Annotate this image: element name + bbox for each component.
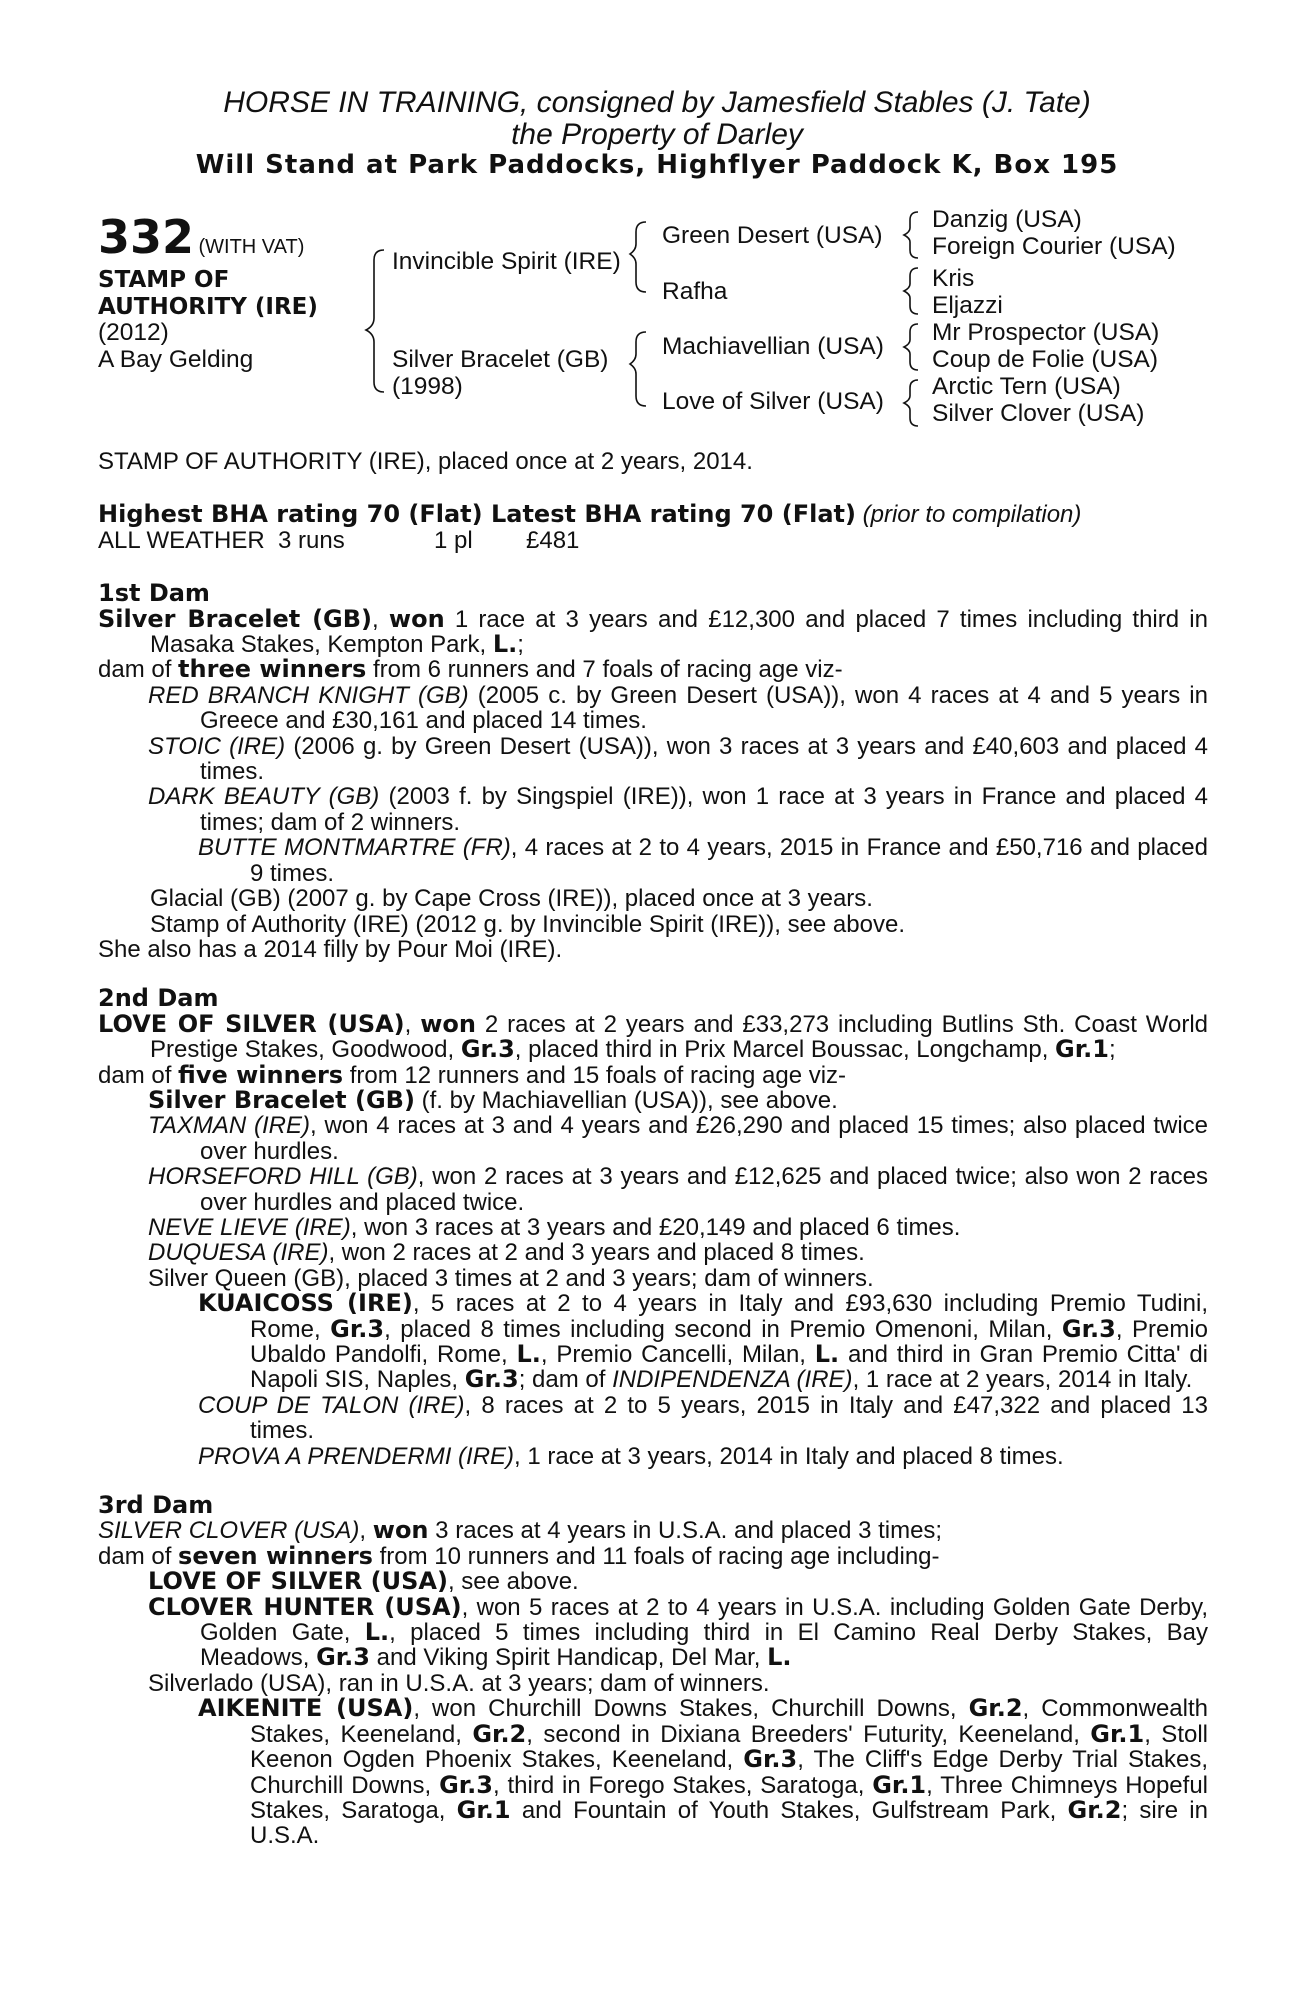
- horse-name-line1: STAMP OF: [98, 267, 230, 293]
- sire-sire: Green Desert (USA): [662, 222, 883, 249]
- stand-location-line: Will Stand at Park Paddocks, Highflyer Paddock K, Box 195: [195, 150, 1119, 180]
- sire-dam-sire: Kris: [932, 265, 975, 292]
- owner-line: the Property of Darley: [511, 118, 803, 151]
- sire-dam-dam: Eljazzi: [932, 292, 1003, 319]
- produce-subitem: BUTTE MONTMARTRE (FR), 4 races at 2 to 4 years, 2015 in France and £50,716 and placed 9 times.: [198, 834, 1208, 887]
- produce-item: Stamp of Authority (IRE) (2012 g. by Invincible Spirit (IRE)), see above.: [150, 910, 905, 938]
- foaling-year: (2012): [98, 319, 169, 346]
- first-dam-heading: 1st Dam: [98, 579, 210, 608]
- produce-item: NEVE LIEVE (IRE), won 3 races at 3 years and £20,149 and placed 6 times.: [148, 1213, 961, 1241]
- produce-item: DUQUESA (IRE), won 2 races at 2 and 3 years and placed 8 times.: [148, 1239, 865, 1267]
- produce-item: RED BRANCH KNIGHT (GB) (2005 c. by Green Desert (USA)), won 4 races at 4 and 5 years in Greece and £30,161 and placed 14 times.: [148, 681, 1208, 735]
- produce-item: TAXMAN (IRE), won 4 races at 3 and 4 years and £26,290 and placed 15 times; also placed twice over hurdles.: [148, 1112, 1208, 1165]
- third-dam-heading: 3rd Dam: [98, 1491, 214, 1520]
- race-record-line: ALL WEATHER 3 runs 1 pl £481: [98, 526, 580, 554]
- dam-sire: Machiavellian (USA): [662, 333, 884, 360]
- dam-sire-sire: Mr Prospector (USA): [932, 319, 1160, 346]
- horse-name-line2: AUTHORITY (IRE): [98, 294, 318, 320]
- produce-subitem: AIKENITE (USA), won Churchill Downs Stakes, Churchill Downs, Gr.2, Commonwealth Stakes, Keeneland, Gr.2, second in Dixiana Breeders' Futurity, Keeneland, Gr.1, Stoll Keenon Ogden Phoenix Stakes, Keeneland, Gr.3, The Cliff's Edge Derby Trial Stakes, Churchill Downs, Gr.3, third in Forego Stakes, Saratoga, Gr.1, Three Chimneys Hopeful Stakes, Saratoga, Gr.1 and Fountain of Youth Stakes, Gulfstream Park, Gr.2; sire in U.S.A.: [198, 1694, 1209, 1850]
- produce-subitem: PROVA A PRENDERMI (IRE), 1 race at 3 years, 2014 in Italy and placed 8 times.: [198, 1442, 1064, 1470]
- catalogue-body: [98, 449, 1208, 1849]
- horse-description: A Bay Gelding: [98, 346, 254, 373]
- first-dam-note: She also has a 2014 filly by Pour Moi (IRE).: [98, 935, 563, 963]
- consignor-line: HORSE IN TRAINING, consigned by Jamesfield Stables (J. Tate): [223, 86, 1091, 119]
- produce-item: DARK BEAUTY (GB) (2003 f. by Singspiel (IRE)), won 1 race at 3 years in France and placed 4 times; dam of 2 winners.: [148, 783, 1209, 836]
- sire-sire-sire: Danzig (USA): [932, 206, 1082, 233]
- vat-note: (WITH VAT): [198, 236, 305, 258]
- produce-subitem: COUP DE TALON (IRE), 8 races at 2 to 5 years, 2015 in Italy and £47,322 and placed 13 times.: [198, 1391, 1208, 1445]
- produce-item: Silver Queen (GB), placed 3 times at 2 and 3 years; dam of winners.: [148, 1264, 874, 1292]
- produce-subitem: KUAICOSS (IRE), 5 races at 2 to 4 years in Italy and £93,630 including Premio Tudini, Rome, Gr.3, placed 8 times including second in Premio Omenoni, Milan, Gr.3, Premio Ubaldo Pandolfi, Rome, L., Premio Cancelli, Milan, L. and third in Gran Premio Citta' di Napoli SIS, Naples, Gr.3; dam of INDIPENDENZA (IRE), 1 race at 2 years, 2014 in Italy.: [198, 1289, 1208, 1394]
- produce-item: Silverlado (USA), ran in U.S.A. at 3 years; dam of winners.: [148, 1669, 770, 1697]
- sire-sire-dam: Foreign Courier (USA): [932, 233, 1176, 260]
- lot-number: 332: [98, 210, 195, 264]
- race-summary: STAMP OF AUTHORITY (IRE), placed once at 2 years, 2014.: [98, 448, 753, 475]
- dam-year: (1998): [392, 373, 463, 400]
- dam: Silver Bracelet (GB): [392, 346, 609, 373]
- first-dam-record: Silver Bracelet (GB), won 1 race at 3 years and £12,300 and placed 7 times including third in Masaka Stakes, Kempton Park, L.;: [98, 604, 1208, 659]
- dam-dam: Love of Silver (USA): [662, 388, 884, 415]
- dam-sire-dam: Coup de Folie (USA): [932, 346, 1159, 373]
- produce-item: HORSEFORD HILL (GB), won 2 races at 3 years and £12,625 and placed twice; also won 2 races over hurdles and placed twice.: [148, 1163, 1208, 1216]
- third-dam-record: SILVER CLOVER (USA), won 3 races at 4 years in U.S.A. and placed 3 times;: [98, 1516, 943, 1545]
- third-dam-produce-summary: dam of seven winners from 10 runners and 11 foals of racing age including-: [98, 1541, 940, 1570]
- second-dam-produce-summary: dam of five winners from 12 runners and 15 foals of racing age viz-: [98, 1060, 847, 1089]
- produce-item: Silver Bracelet (GB) (f. by Machiavellian (USA)), see above.: [148, 1085, 838, 1114]
- produce-item: STOIC (IRE) (2006 g. by Green Desert (USA)), won 3 races at 3 years and £40,603 and placed 4 times.: [148, 732, 1209, 786]
- produce-item: Glacial (GB) (2007 g. by Cape Cross (IRE)), placed once at 3 years.: [150, 885, 873, 913]
- sire-dam: Rafha: [662, 278, 728, 305]
- sire: Invincible Spirit (IRE): [392, 248, 621, 275]
- rating-line: Highest BHA rating 70 (Flat) Latest BHA rating 70 (Flat) (prior to compilation): [98, 500, 1082, 529]
- second-dam-record: LOVE OF SILVER (USA), won 2 races at 2 years and £33,273 including Butlins Sth. Coast World Prestige Stakes, Goodwood, Gr.3, placed third in Prix Marcel Boussac, Longchamp, Gr.1;: [98, 1009, 1209, 1064]
- produce-item: CLOVER HUNTER (USA), won 5 races at 2 to 4 years in U.S.A. including Golden Gate Derby, Golden Gate, L., placed 5 times including third in El Camino Real Derby Stakes, Bay Meadows, Gr.3 and Viking Spirit Handicap, Del Mar, L.: [148, 1592, 1208, 1672]
- produce-item: LOVE OF SILVER (USA), see above.: [148, 1567, 579, 1596]
- dam-dam-sire: Arctic Tern (USA): [932, 373, 1121, 400]
- second-dam-heading: 2nd Dam: [98, 984, 219, 1013]
- dam-dam-dam: Silver Clover (USA): [932, 400, 1145, 427]
- first-dam-produce-summary: dam of three winners from 6 runners and 7 foals of racing age viz-: [98, 655, 843, 684]
